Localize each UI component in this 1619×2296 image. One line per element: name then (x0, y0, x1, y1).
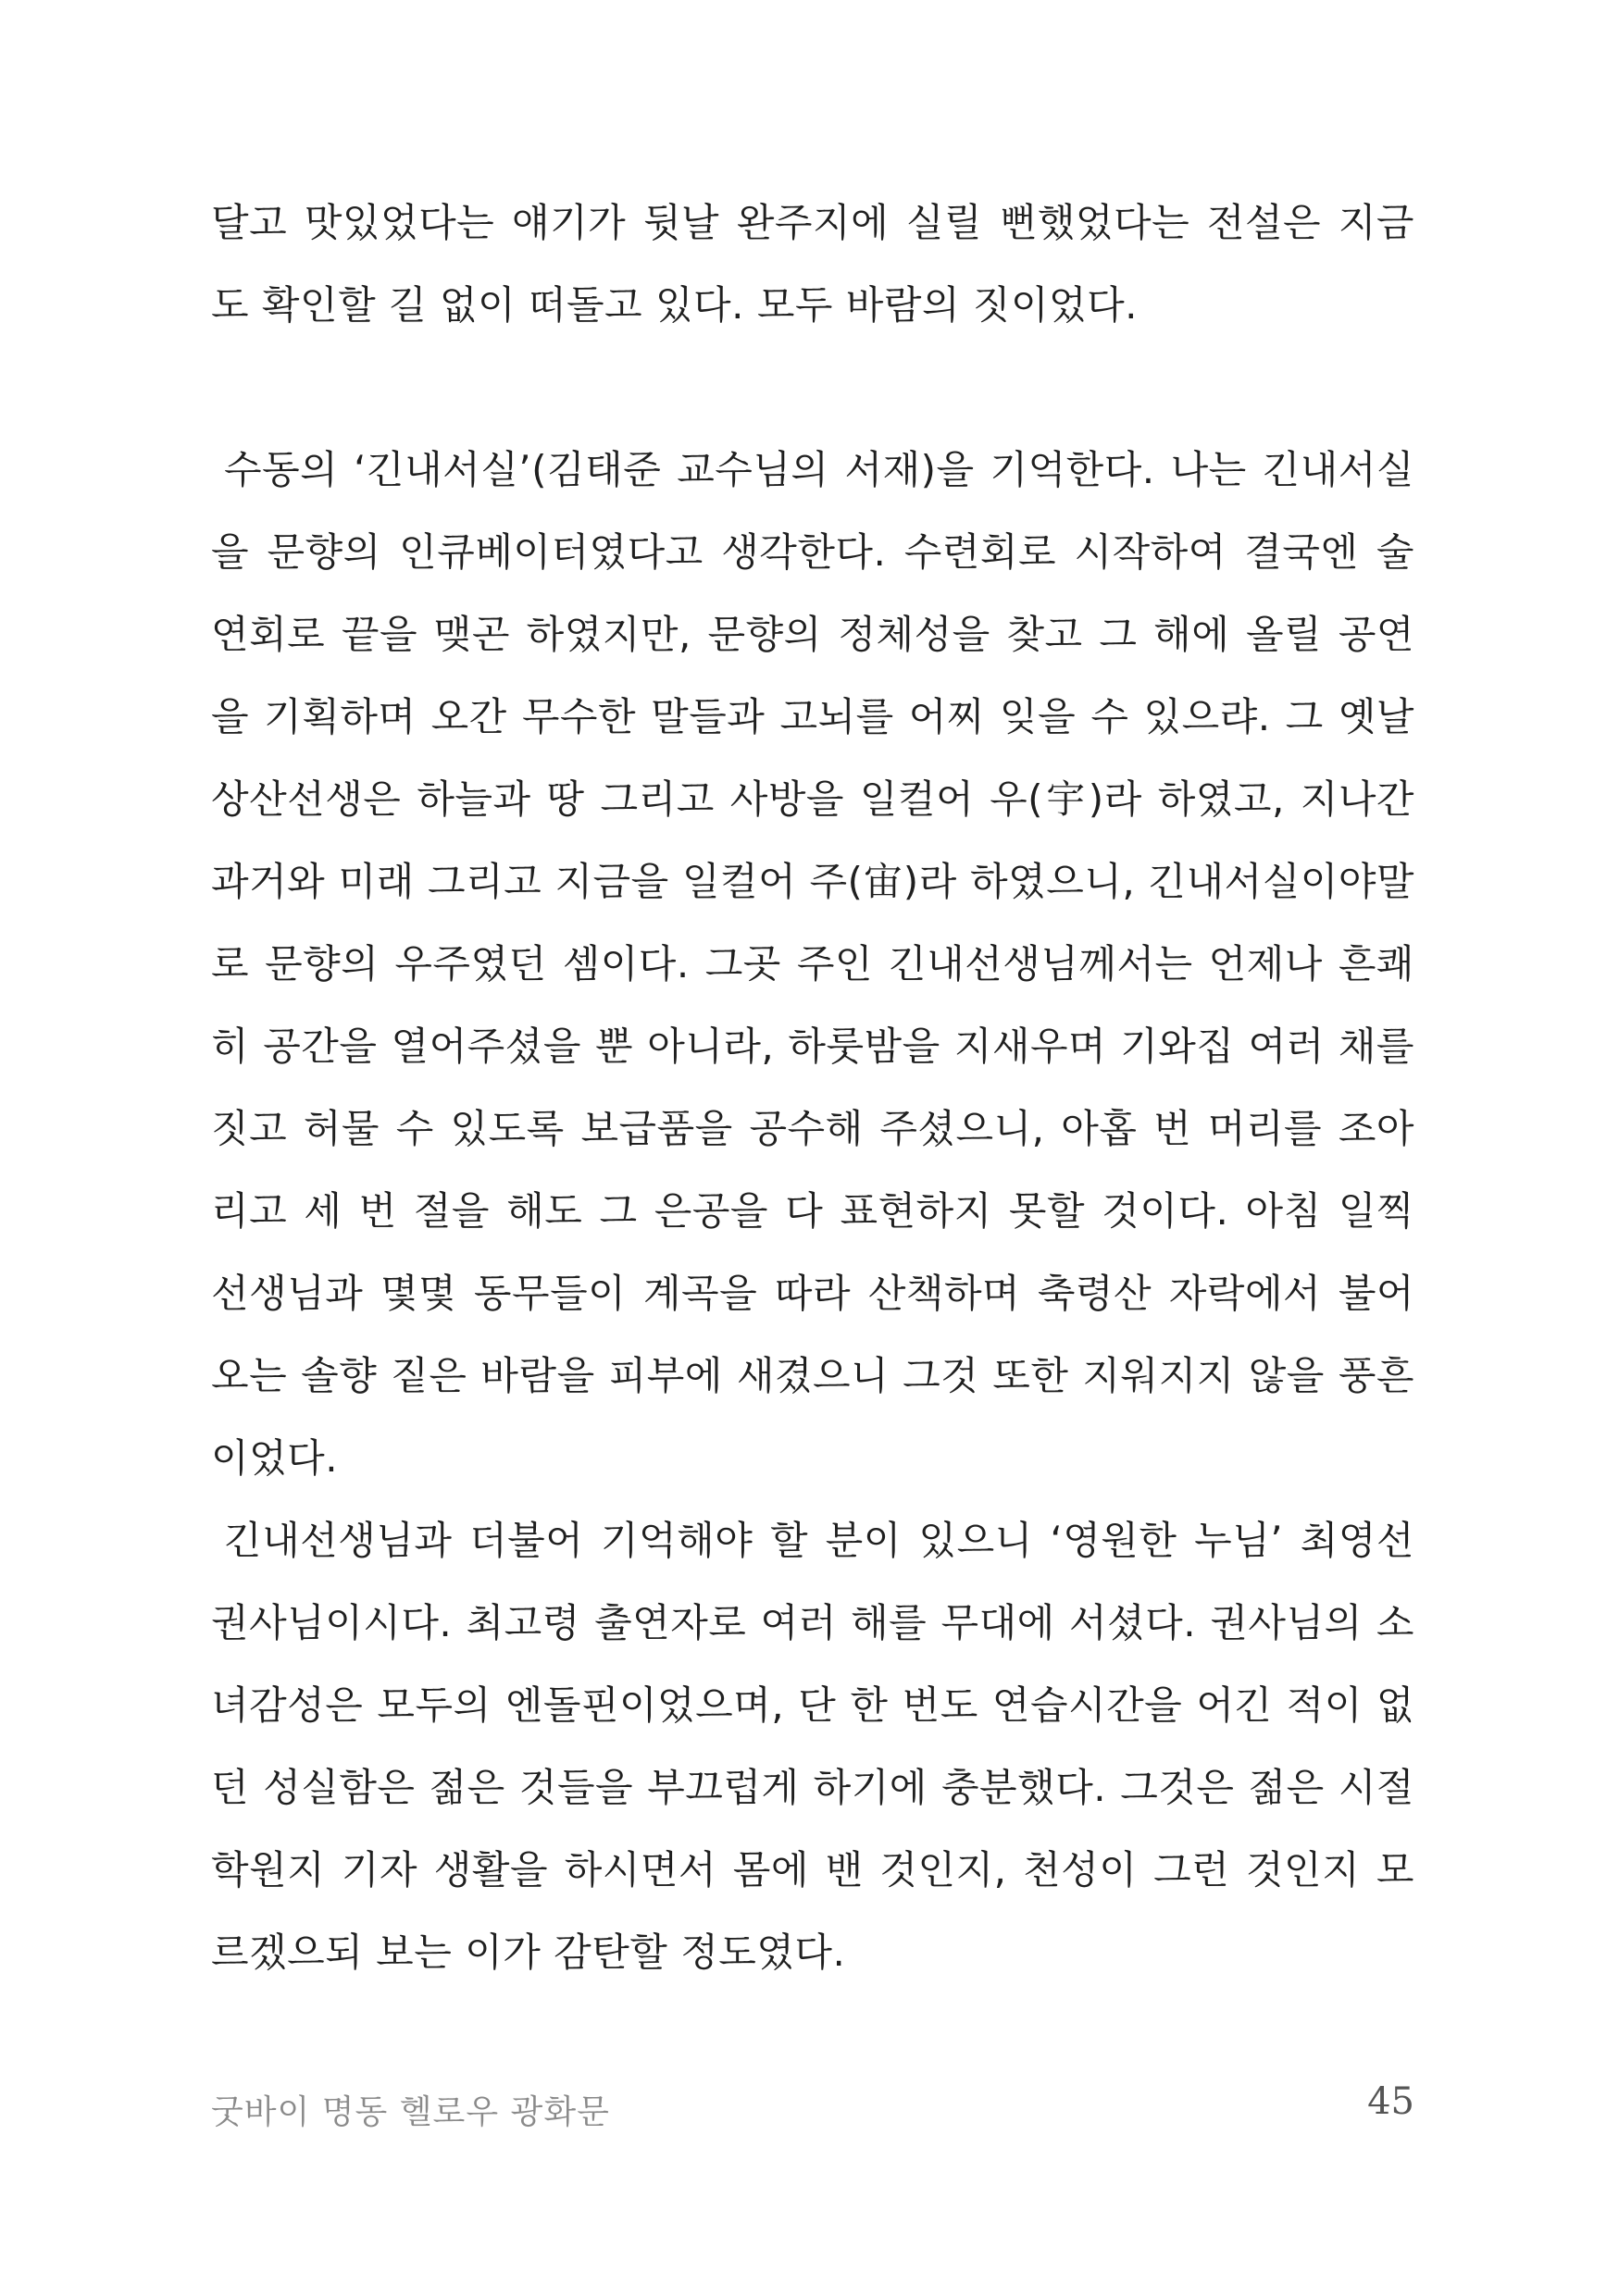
body-text (211, 181, 1414, 1993)
page-number: 45 (1367, 2080, 1414, 2123)
paragraph-gap (211, 346, 1414, 428)
paragraph-1: 달고 맛있었다는 얘기가 뒷날 완주지에 실릴 뻔했었다는 전설은 지금도 확인할 길 없이 떠돌고 있다. 모두 바람의 짓이었다. (211, 200, 1414, 328)
footer-book-title: 굿바이 명동 헬로우 광화문 (211, 2093, 610, 2131)
paragraph-3: 긴내선생님과 더불어 기억해야 할 분이 있으니 ‘영원한 누님’ 최영선 권사님이시다. 최고령 출연자로 여러 해를 무대에 서셨다. 권사님의 소녀감성은 모두의 엔돌핀이었으며, 단 한 번도 연습시간을 어긴 적이 없던 성실함은 젊은 것들을 부끄럽게 하기에 충분했다. 그것은 젊은 시절 학원지 기자 생활을 하시면서 몸에 밴 것인지, 천성이 그런 것인지 모르겠으되 보는 이가 감탄할 정도였다. (211, 1518, 1414, 1975)
paragraph-2: 수동의 ‘긴내서실’(김태준 교수님의 서재)을 기억한다. 나는 긴내서실을 문향의 인큐베이터였다고 생각한다. 수련회로 시작하여 결국엔 술연회로 끝을 맺곤 하였지만, 문향의 정체성을 찾고 그 해에 올릴 공연을 기획하며 오간 무수한 말들과 고뇌를 어찌 잊을 수 있으랴. 그 옛날 상산선생은 하늘과 땅 그리고 사방을 일컬어 우(宇)라 하였고, 지나간 과거와 미래 그리고 지금을 일컬어 주(宙)라 하였으니, 긴내서실이야말로 문향의 우주였던 셈이다. 그곳 주인 긴내선생님께서는 언제나 흔쾌히 공간을 열어주셨을 뿐 아니라, 하룻밤을 지새우며 기와집 여러 채를 짓고 허물 수 있도록 보급품을 공수해 주셨으니, 아홉 번 머리를 조아리고 세 번 절을 해도 그 은공을 다 표현하지 못할 것이다. 아침 일찍 선생님과 몇몇 동무들이 계곡을 따라 산책하며 축령산 자락에서 불어오는 솔향 짙은 바람을 피부에 새겼으니 그것 또한 지워지지 않을 풍흔이었다. (211, 447, 1414, 1481)
